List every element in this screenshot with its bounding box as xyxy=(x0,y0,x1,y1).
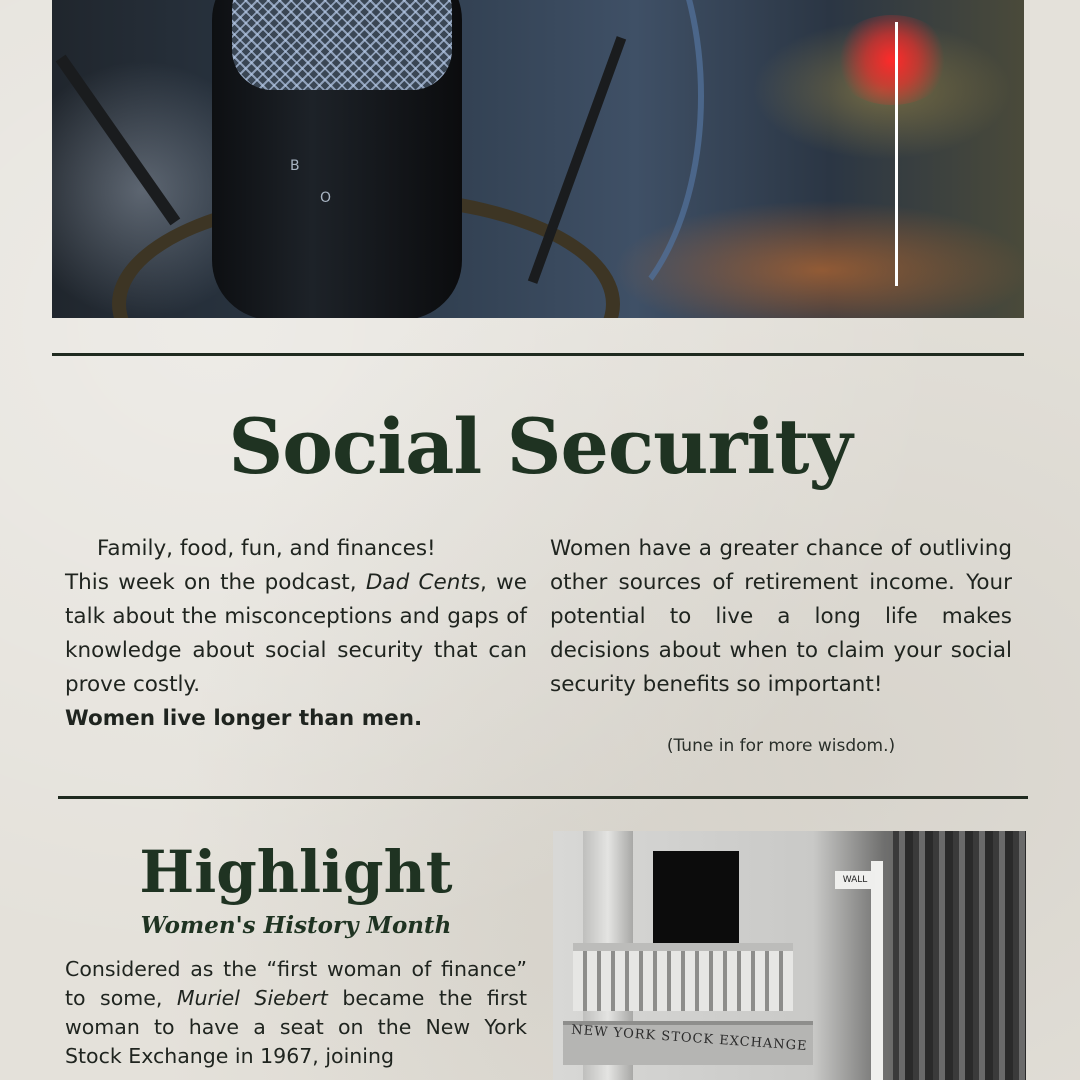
highlight-body xyxy=(65,955,527,1071)
microphone-grille xyxy=(232,0,452,90)
photo-building-facade xyxy=(893,831,1026,1080)
nyse-engraving: NEW YORK STOCK EXCHANGE xyxy=(570,1022,808,1055)
article-right-column xyxy=(550,532,1012,702)
article-emphasis: Women live longer than men. xyxy=(65,706,423,731)
mic-label: O xyxy=(320,190,332,206)
highlight-subtitle: Women's History Month xyxy=(140,912,452,939)
highlight-text-part: became the first woman to have a seat on the New York Stock Exchange in 1967, joining xyxy=(65,986,527,1068)
article-body-text: , we talk about the misconceptions and gaps of knowledge about social security that can prove costly. xyxy=(65,570,527,697)
hero-red-light xyxy=(832,15,952,105)
section-divider xyxy=(58,796,1028,799)
highlight-title: Highlight xyxy=(139,838,453,906)
street-sign: WALL xyxy=(835,871,875,889)
article-body-text: This week on the podcast, xyxy=(65,570,366,595)
hero-microphone-photo xyxy=(52,0,1024,318)
podcast-name: Dad Cents xyxy=(365,570,481,595)
highlight-person-name: Muriel Siebert xyxy=(176,986,328,1010)
tune-in-note: (Tune in for more wisdom.) xyxy=(666,736,896,756)
photo-balcony xyxy=(573,943,793,1011)
highlight-text-part: Considered as the “first woman of finance” to some, xyxy=(65,957,527,1010)
mic-label: B xyxy=(290,158,300,174)
nyse-photo xyxy=(553,831,1026,1080)
highlight-text xyxy=(65,955,527,1071)
hero-divider-line xyxy=(895,22,898,286)
article-intro: Family, food, fun, and finances! xyxy=(97,536,436,561)
top-divider xyxy=(52,353,1024,356)
article-right-body: Women have a greater chance of outliving other sources of retirement income. Your potential to live a long life makes decisions about when to claim your social security benefits so important! xyxy=(550,536,1012,697)
article-left-column xyxy=(65,532,527,736)
article-body xyxy=(65,566,527,702)
article-title: Social Security xyxy=(228,402,852,491)
street-sign-post xyxy=(871,861,883,1080)
